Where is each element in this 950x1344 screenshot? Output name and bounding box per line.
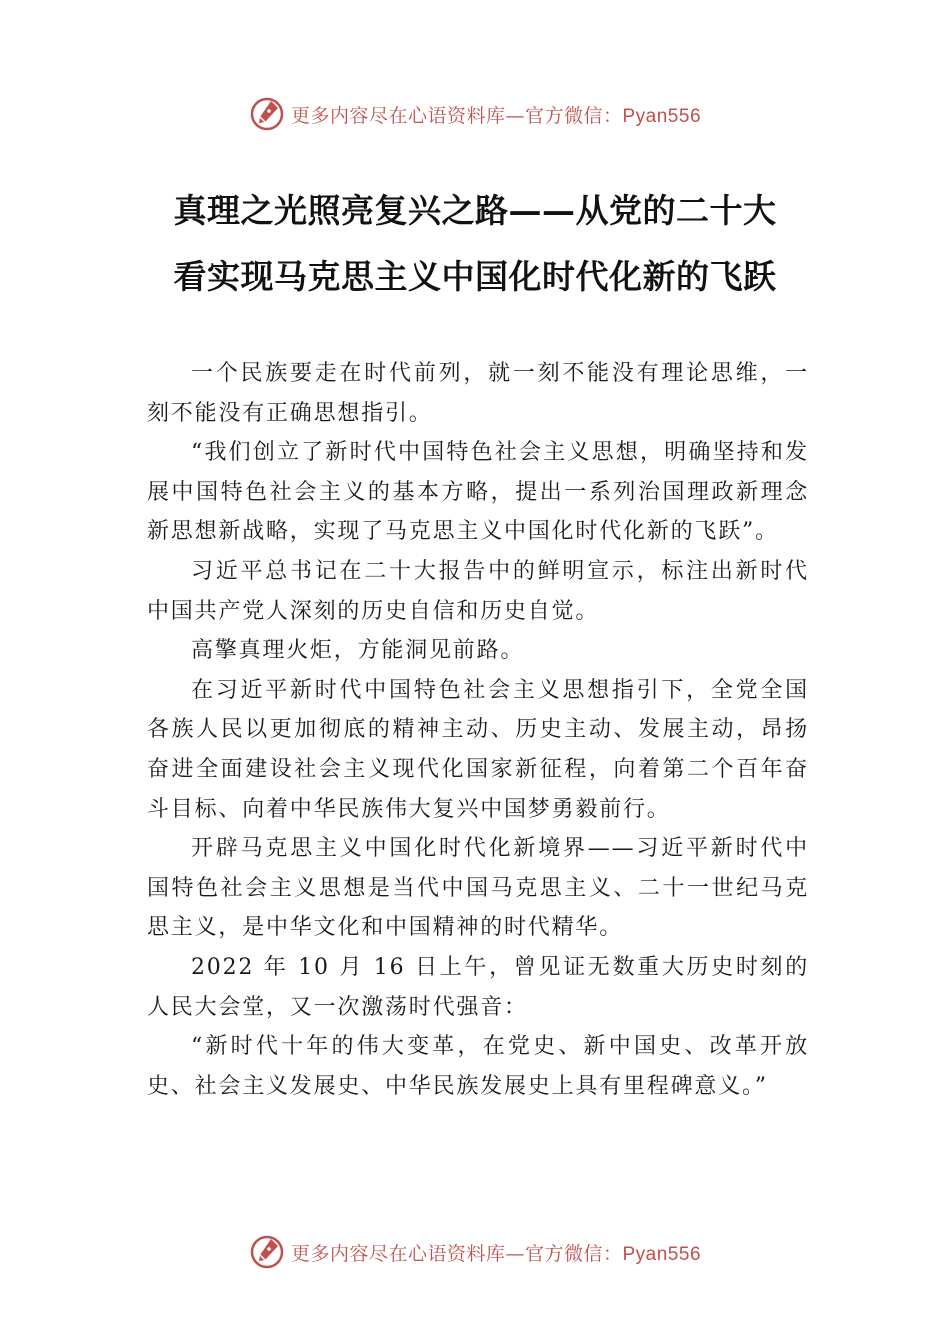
paragraph: 2022 年 10 月 16 日上午，曾见证无数重大历史时刻的人民大会堂，又一次激荡时代强音：	[147, 954, 809, 1020]
paragraph: 习近平总书记在二十大报告中的鲜明宣示，标注出新时代中国共产党人深刻的历史自信和历史自觉。	[147, 558, 809, 624]
wechat-id: Pyan556	[622, 1243, 702, 1265]
pen-nib-logo-icon	[249, 1234, 285, 1270]
wechat-id: Pyan556	[622, 105, 702, 127]
document-title	[0, 178, 950, 310]
banner-text: 更多内容尽在心语资料库—官方微信：Pyan556	[290, 104, 702, 127]
paragraph: “新时代十年的伟大变革，在党史、新中国史、改革开放史、社会主义发展史、中华民族发展史上具有里程碑意义。”	[147, 1034, 809, 1099]
footer-banner	[0, 1232, 950, 1272]
title-line-1: 真理之光照亮复兴之路——从党的二十大	[173, 191, 777, 230]
paragraph: 在习近平新时代中国特色社会主义思想指引下，全党全国各族人民以更加彻底的精神主动、历史主动、发展主动，昂扬奋进全面建设社会主义现代化国家新征程，向着第二个百年奋斗目标、向着中华民族伟大复兴中国梦勇毅前行。	[147, 677, 809, 822]
paragraph: 一个民族要走在时代前列，就一刻不能没有理论思维，一刻不能没有正确思想指引。	[147, 361, 809, 426]
paragraph: 高擎真理火炬，方能洞见前路。	[191, 638, 525, 664]
header-banner	[0, 94, 950, 134]
paragraph: 开辟马克思主义中国化时代化新境界——习近平新时代中国特色社会主义思想是当代中国马克思主义、二十一世纪马克思主义，是中华文化和中国精神的时代精华。	[147, 836, 809, 941]
title-line-2: 看实现马克思主义中国化时代化新的飞跃	[173, 257, 777, 296]
document-body	[147, 354, 809, 1106]
pen-nib-logo-icon	[249, 96, 285, 132]
banner-text: 更多内容尽在心语资料库—官方微信：Pyan556	[290, 1242, 702, 1265]
paragraph: “我们创立了新时代中国特色社会主义思想，明确坚持和发展中国特色社会主义的基本方略，提出一系列治国理政新理念新思想新战略，实现了马克思主义中国化时代化新的飞跃”。	[147, 440, 809, 545]
